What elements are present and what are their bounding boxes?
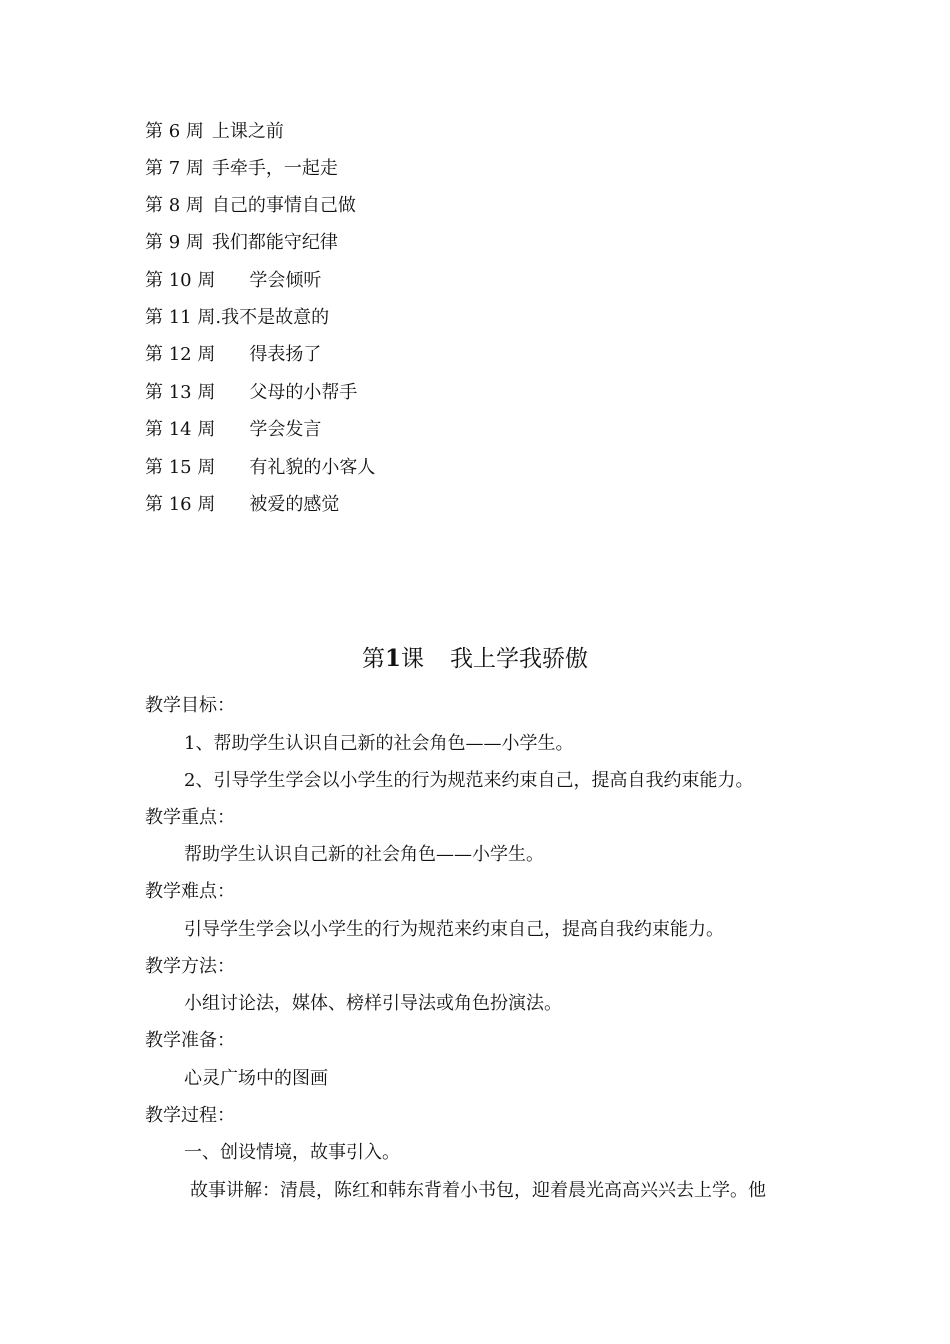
story-paragraph: 故事讲解：清晨，陈红和韩东背着小书包，迎着晨光高高兴兴去上学。他 bbox=[190, 1180, 766, 1201]
schedule-item bbox=[145, 231, 338, 255]
week-title: 我们都能守纪律 bbox=[211, 232, 338, 253]
key-points-text: 帮助学生认识自己新的社会角色——小学生。 bbox=[184, 844, 544, 865]
schedule-item bbox=[145, 343, 321, 367]
schedule-item bbox=[145, 120, 284, 144]
week-title: 有礼貌的小客人 bbox=[249, 457, 376, 478]
schedule-item bbox=[145, 381, 357, 405]
week-title: 被爱的感觉 bbox=[249, 494, 340, 515]
week-number: 第 9 周 bbox=[145, 232, 204, 253]
schedule-item bbox=[145, 306, 329, 330]
schedule-item bbox=[145, 194, 356, 218]
lesson-number: 1 bbox=[384, 645, 401, 672]
schedule-item bbox=[145, 418, 321, 442]
preparation-text: 心灵广场中的图画 bbox=[184, 1068, 328, 1089]
week-title: 学会倾听 bbox=[249, 270, 322, 291]
lesson-title-prefix: 第 bbox=[361, 646, 385, 672]
week-number: 第 6 周 bbox=[145, 121, 204, 142]
schedule-item bbox=[145, 157, 338, 181]
methods-heading: 教学方法： bbox=[145, 956, 235, 977]
difficulties-heading: 教学难点： bbox=[145, 881, 235, 902]
week-title: 学会发言 bbox=[249, 419, 322, 440]
week-title: 得表扬了 bbox=[249, 344, 322, 365]
lesson-name: 我上学我骄傲 bbox=[450, 646, 588, 672]
week-number: 第 7 周 bbox=[145, 158, 204, 179]
lesson-title bbox=[0, 644, 950, 674]
week-number: 第 11 周. bbox=[145, 307, 222, 328]
process-step: 一、创设情境，故事引入。 bbox=[184, 1142, 400, 1163]
week-title: 我不是故意的 bbox=[221, 307, 330, 328]
objective-item: 1、帮助学生认识自己新的社会角色——小学生。 bbox=[184, 733, 574, 754]
week-number: 第 12 周 bbox=[145, 344, 216, 365]
schedule-item bbox=[145, 493, 339, 517]
week-title: 手牵手，一起走 bbox=[211, 158, 338, 179]
lesson-title-suffix: 课 bbox=[401, 646, 424, 672]
week-title: 自己的事情自己做 bbox=[211, 195, 356, 216]
objective-item: 2、引导学生学会以小学生的行为规范来约束自己，提高自我约束能力。 bbox=[184, 770, 754, 791]
process-heading: 教学过程： bbox=[145, 1105, 235, 1126]
key-points-heading: 教学重点： bbox=[145, 807, 235, 828]
preparation-heading: 教学准备： bbox=[145, 1030, 235, 1051]
schedule-item bbox=[145, 456, 375, 480]
difficulties-text: 引导学生学会以小学生的行为规范来约束自己，提高自我约束能力。 bbox=[184, 919, 724, 940]
week-number: 第 8 周 bbox=[145, 195, 204, 216]
week-number: 第 13 周 bbox=[145, 382, 216, 403]
schedule-item bbox=[145, 269, 321, 293]
week-number: 第 15 周 bbox=[145, 457, 216, 478]
week-number: 第 14 周 bbox=[145, 419, 216, 440]
objectives-heading: 教学目标： bbox=[145, 695, 235, 716]
week-number: 第 16 周 bbox=[145, 494, 216, 515]
week-title: 父母的小帮手 bbox=[249, 382, 358, 403]
week-number: 第 10 周 bbox=[145, 270, 216, 291]
methods-text: 小组讨论法，媒体、榜样引导法或角色扮演法。 bbox=[184, 993, 562, 1014]
week-title: 上课之前 bbox=[211, 121, 284, 142]
